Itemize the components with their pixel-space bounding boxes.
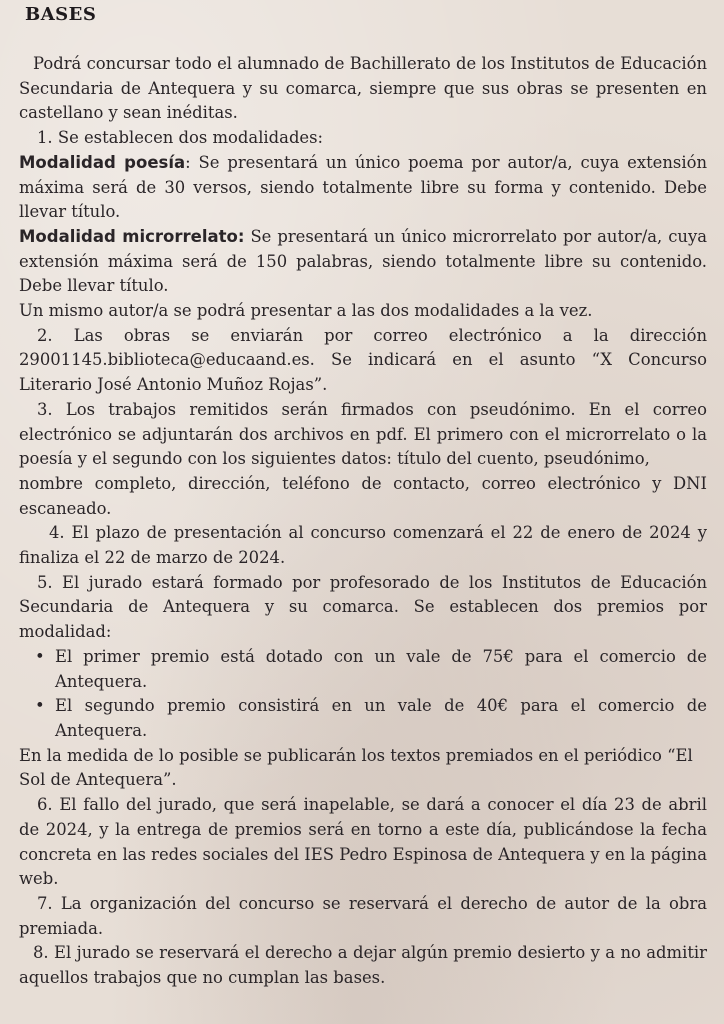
microstory-modality [19, 225, 707, 299]
list-item [35, 645, 707, 694]
bullet-icon: • [35, 696, 45, 716]
item-7: 7. La organización del concurso se reservará el derecho de autor de la obra premiada. [19, 893, 707, 938]
item-1: 1. Se establecen dos modalidades: [37, 128, 324, 148]
intro-paragraph: Podrá concursar todo el alumnado de Bachillerato de los Institutos de Educación Secundaria de Antequera y su comarca, siempre que sus obras se presenten en castellano y sean inéditas. [19, 54, 707, 123]
item-8: 8. El jurado se reservará el derecho a dejar algún premio desierto y a no admitir aquellos trabajos que no cumplan las bases. [19, 943, 707, 988]
item-4: 4. El plazo de presentación al concurso comenzará el 22 de enero de 2024 y finaliza el 22 de marzo de 2024. [19, 523, 707, 568]
prize-list [19, 645, 707, 744]
item-2: 2. Las obras se enviarán por correo electrónico a la dirección 29001145.biblioteca@educaand.es. Se indicará en el asunto “X Concurso Literario José Antonio Muñoz Rojas”. [19, 325, 707, 395]
item-3: 3. Los trabajos remitidos serán firmados con pseudónimo. En el correo electrónico se adjuntarán dos archivos en pdf. El primero con el microrrelato o la poesía y el segundo con los siguientes datos: título del cuento, pseudónimo, [19, 399, 707, 469]
poetry-modality-label: Modalidad poesía [19, 152, 186, 172]
page-title: BASES [25, 4, 97, 25]
item-6: 6. El fallo del jurado, que será inapelable, se dará a conocer el día 23 de abril de 2024, y la entrega de premios será en torno a este día, publicándose la fecha concreta en las redes sociales del IES Pedro Espinosa de Antequera y en la página web. [19, 795, 707, 889]
poetry-modality-text: : Se presentará un único poema por autor/a, cuya extensión máxima será de 30 versos, siendo totalmente libre su forma y contenido. Debe llevar título. [19, 152, 708, 222]
microstory-modality-text: Se presentará un único microrrelato por autor/a, cuya extensión máxima será de 150 palabras, siendo totalmente libre su contenido. Debe llevar título. [19, 226, 707, 296]
list-item [35, 694, 707, 743]
item-5: 5. El jurado estará formado por profesorado de los Institutos de Educación Secundaria de Antequera y su comarca. Se establecen dos premios por modalidad: [19, 572, 707, 642]
bases-body [19, 52, 707, 991]
both-modalities-note: Un mismo autor/a se podrá presentar a las dos modalidades a la vez. [19, 301, 593, 321]
microstory-modality-label: Modalidad microrrelato: [19, 226, 245, 246]
prize-first: El primer premio está dotado con un vale de 75€ para el comercio de Antequera. [55, 646, 707, 691]
prize-second: El segundo premio consistirá en un vale de 40€ para el comercio de Antequera. [55, 696, 707, 740]
bullet-icon: • [35, 646, 45, 666]
item-3-continued: nombre completo, dirección, teléfono de contacto, correo electrónico y DNI escaneado. [19, 473, 707, 518]
publication-note: En la medida de lo posible se publicarán los textos premiados en el periódico “El Sol de Antequera”. [19, 745, 693, 790]
poetry-modality [19, 151, 707, 225]
